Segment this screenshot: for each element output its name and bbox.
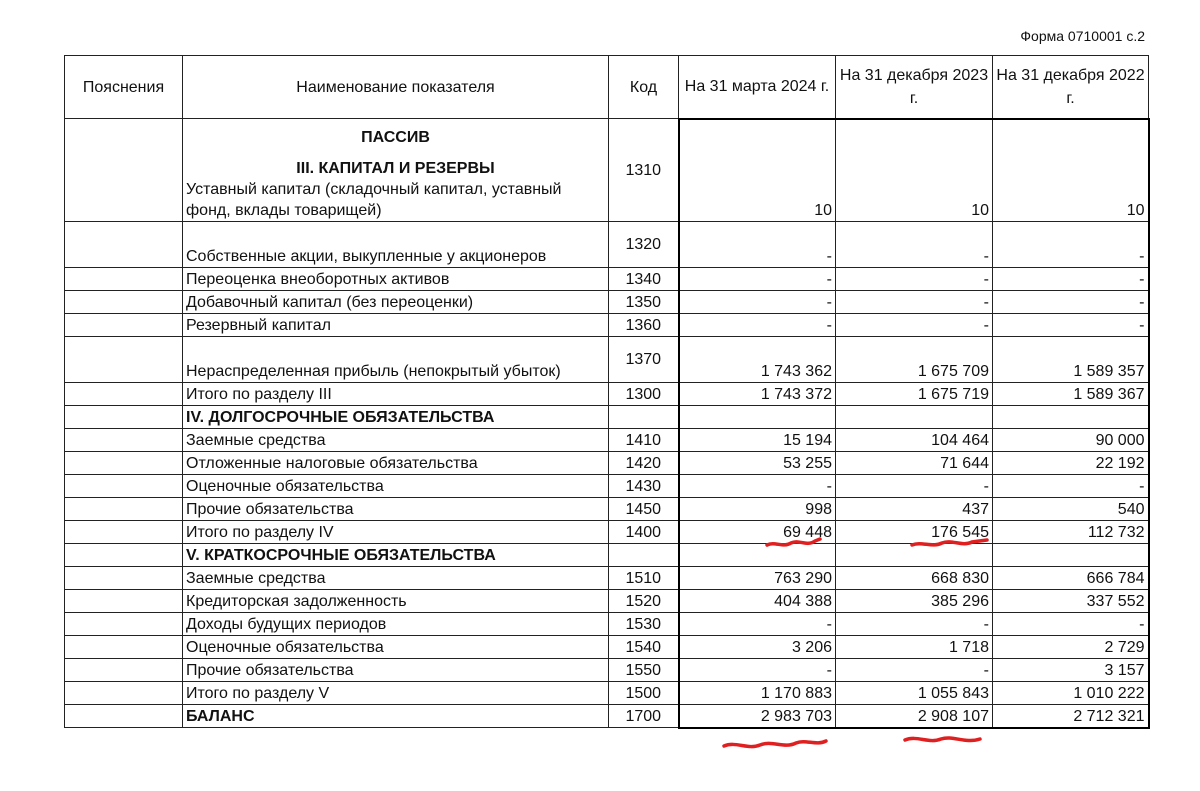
value-mar-2024: 1 743 362 [679,337,836,383]
table-row [65,222,1149,268]
value-dec-2023: 1 675 719 [836,383,993,406]
indicator-name: Оценочные обязательства [183,636,609,659]
empty-cell [679,544,836,567]
table-body [65,119,1149,728]
value-mar-2024: 15 194 [679,429,836,452]
header-notes: Пояснения [65,56,183,119]
line-code: 1520 [609,590,679,613]
value-dec-2022: 10 [993,119,1149,222]
red-underline-mark [724,741,826,747]
line-code: 1310 [609,119,679,222]
value-mar-2024: 2 983 703 [679,705,836,728]
notes-cell [65,613,183,636]
section-heading: IV. ДОЛГОСРОЧНЫЕ ОБЯЗАТЕЛЬСТВА [183,406,609,429]
indicator-label: Уставный капитал (складочный капитал, уставный фонд, вклады товарищей) [186,181,562,219]
notes-cell [65,590,183,613]
indicator-name: Кредиторская задолженность [183,590,609,613]
indicator-name: Оценочные обязательства [183,475,609,498]
value-dec-2022: - [993,291,1149,314]
notes-cell [65,452,183,475]
value-mar-2024: 10 [679,119,836,222]
value-dec-2023: - [836,291,993,314]
notes-cell [65,337,183,383]
value-mar-2024: 1 170 883 [679,682,836,705]
value-dec-2023: - [836,613,993,636]
empty-cell [609,544,679,567]
line-code: 1320 [609,222,679,268]
notes-cell [65,406,183,429]
table-row [65,383,1149,406]
value-mar-2024: 69 448 [679,521,836,544]
value-dec-2023: 385 296 [836,590,993,613]
notes-cell [65,567,183,590]
section-row [65,406,1149,429]
table-row [65,452,1149,475]
value-dec-2022: 1 589 367 [993,383,1149,406]
value-dec-2023: - [836,222,993,268]
value-dec-2022: 3 157 [993,659,1149,682]
notes-cell [65,636,183,659]
empty-cell [836,406,993,429]
table-row [65,590,1149,613]
table-row [65,268,1149,291]
value-mar-2024: 1 743 372 [679,383,836,406]
table-row [65,429,1149,452]
section-heading: III. КАПИТАЛ И РЕЗЕРВЫ [296,160,495,177]
value-mar-2024: 53 255 [679,452,836,475]
notes-cell [65,429,183,452]
notes-cell [65,475,183,498]
line-code: 1340 [609,268,679,291]
value-dec-2023: 437 [836,498,993,521]
notes-cell [65,544,183,567]
value-mar-2024: - [679,291,836,314]
value-dec-2023: 2 908 107 [836,705,993,728]
line-code: 1300 [609,383,679,406]
value-dec-2023: 104 464 [836,429,993,452]
value-dec-2022: - [993,475,1149,498]
value-mar-2024: - [679,475,836,498]
value-mar-2024: 998 [679,498,836,521]
indicator-name: Заемные средства [183,567,609,590]
notes-cell [65,119,183,222]
empty-cell [993,544,1149,567]
line-code: 1350 [609,291,679,314]
indicator-name: Нераспределенная прибыль (непокрытый убыток) [183,337,609,383]
value-dec-2022: 540 [993,498,1149,521]
indicator-name: Прочие обязательства [183,659,609,682]
line-code: 1450 [609,498,679,521]
line-code: 1500 [609,682,679,705]
line-code: 1410 [609,429,679,452]
notes-cell [65,705,183,728]
value-dec-2022: 337 552 [993,590,1149,613]
value-dec-2023: 71 644 [836,452,993,475]
line-code: 1700 [609,705,679,728]
value-dec-2022: 112 732 [993,521,1149,544]
value-dec-2023: 1 675 709 [836,337,993,383]
notes-cell [65,521,183,544]
line-code: 1400 [609,521,679,544]
empty-cell [679,406,836,429]
value-dec-2022: 1 589 357 [993,337,1149,383]
value-dec-2023: 1 718 [836,636,993,659]
value-mar-2024: 3 206 [679,636,836,659]
section-row [65,544,1149,567]
line-code: 1540 [609,636,679,659]
indicator-name: Итого по разделу V [183,682,609,705]
value-dec-2022: 90 000 [993,429,1149,452]
value-dec-2023: 668 830 [836,567,993,590]
value-dec-2023: 1 055 843 [836,682,993,705]
indicator-name: БАЛАНС [183,705,609,728]
value-mar-2024: - [679,314,836,337]
notes-cell [65,659,183,682]
indicator-name: Итого по разделу IV [183,521,609,544]
value-mar-2024: - [679,659,836,682]
value-dec-2023: - [836,268,993,291]
header-indicator-name: Наименование показателя [183,56,609,119]
table-row [65,567,1149,590]
value-dec-2023: 10 [836,119,993,222]
indicator-name: Резервный капитал [183,314,609,337]
notes-cell [65,222,183,268]
table-row [65,613,1149,636]
table-row [65,119,1149,222]
table-row [65,314,1149,337]
indicator-name: Собственные акции, выкупленные у акционеров [183,222,609,268]
line-code: 1370 [609,337,679,383]
value-dec-2022: - [993,613,1149,636]
table-row [65,475,1149,498]
table-row [65,659,1149,682]
table-row [65,337,1149,383]
notes-cell [65,291,183,314]
table-row [65,291,1149,314]
table-row [65,498,1149,521]
header-code: Код [609,56,679,119]
line-code: 1510 [609,567,679,590]
indicator-name: Отложенные налоговые обязательства [183,452,609,475]
line-code: 1420 [609,452,679,475]
value-dec-2022: 2 712 321 [993,705,1149,728]
value-dec-2022: 22 192 [993,452,1149,475]
empty-cell [993,406,1149,429]
indicator-name: Прочие обязательства [183,498,609,521]
indicator-name [183,119,609,222]
notes-cell [65,268,183,291]
table-row [65,705,1149,728]
indicator-name: Доходы будущих периодов [183,613,609,636]
value-mar-2024: - [679,222,836,268]
value-mar-2024: - [679,613,836,636]
section-heading: V. КРАТКОСРОЧНЫЕ ОБЯЗАТЕЛЬСТВА [183,544,609,567]
notes-cell [65,314,183,337]
header-mar-2024: На 31 марта 2024 г. [679,56,836,119]
value-dec-2023: - [836,475,993,498]
value-dec-2022: - [993,314,1149,337]
notes-cell [65,682,183,705]
indicator-name: Итого по разделу III [183,383,609,406]
value-mar-2024: 404 388 [679,590,836,613]
header-dec-2023: На 31 декабря 2023 г. [836,56,993,119]
block-title: ПАССИВ [361,129,430,146]
value-dec-2023: - [836,659,993,682]
value-dec-2022: - [993,222,1149,268]
red-underline-mark [905,738,980,741]
value-dec-2023: - [836,314,993,337]
table-row [65,521,1149,544]
value-dec-2022: 666 784 [993,567,1149,590]
line-code: 1430 [609,475,679,498]
value-mar-2024: - [679,268,836,291]
header-dec-2022: На 31 декабря 2022 г. [993,56,1149,119]
header-row [65,56,1149,119]
value-dec-2022: - [993,268,1149,291]
notes-cell [65,498,183,521]
form-number-label: Форма 0710001 с.2 [1020,28,1145,44]
indicator-name: Добавочный капитал (без переоценки) [183,291,609,314]
line-code: 1550 [609,659,679,682]
notes-cell [65,383,183,406]
empty-cell [836,544,993,567]
indicator-name: Переоценка внеоборотных активов [183,268,609,291]
value-dec-2022: 1 010 222 [993,682,1149,705]
indicator-name: Заемные средства [183,429,609,452]
table-row [65,682,1149,705]
value-dec-2022: 2 729 [993,636,1149,659]
value-dec-2023: 176 545 [836,521,993,544]
empty-cell [609,406,679,429]
line-code: 1360 [609,314,679,337]
balance-sheet-liabilities-table [64,55,1150,729]
value-mar-2024: 763 290 [679,567,836,590]
line-code: 1530 [609,613,679,636]
table-row [65,636,1149,659]
